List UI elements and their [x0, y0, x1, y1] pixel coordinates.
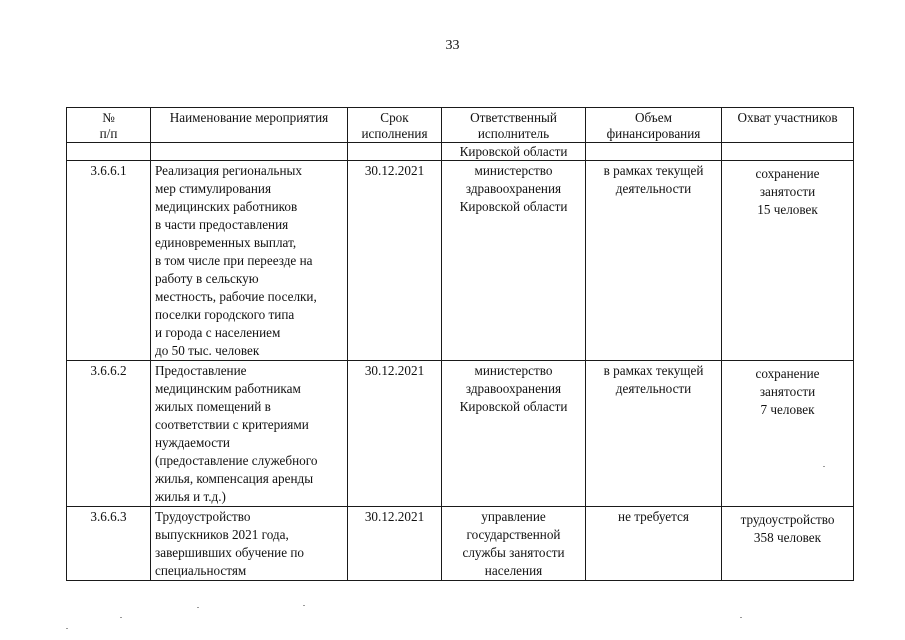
coverage-line: сохранение [755, 166, 820, 181]
continuation-cell [67, 143, 151, 161]
measure-name-line: завершивших обучение по [155, 545, 304, 560]
header-financing-line: финансирования [606, 126, 701, 141]
executor [442, 161, 586, 361]
measure-name-line: жилых помещений в [155, 399, 271, 414]
deadline: 30.12.2021 [348, 161, 442, 361]
coverage [722, 361, 854, 507]
header-name [151, 108, 348, 143]
scan-speck [303, 605, 305, 606]
measure-name-line: (предоставление служебного [155, 453, 318, 468]
measure-name-line: специальностям [155, 563, 247, 578]
table-header-row [67, 108, 854, 143]
measure-name-line: и города с населением [155, 325, 281, 340]
header-executor-line: исполнитель [477, 126, 550, 141]
executor-line: здравоохранения [465, 181, 562, 196]
table-row [67, 361, 854, 507]
coverage-text [726, 362, 849, 419]
financing-line: деятельности [615, 181, 692, 196]
row-number: 3.6.6.3 [67, 507, 151, 581]
measure-name-line: поселки городского типа [155, 307, 295, 322]
continuation-executor-cell: Кировской области [442, 143, 586, 161]
measures-table [66, 107, 854, 581]
executor-line: службы занятости [462, 545, 565, 560]
measure-name [151, 507, 348, 581]
measure-name-line: жилья, компенсация аренды [155, 471, 314, 486]
measure-name-line: медицинским работникам [155, 381, 301, 396]
executor-line: Кировской области [459, 199, 568, 214]
executor [442, 361, 586, 507]
measure-name-line: медицинских работников [155, 199, 298, 214]
measure-name-line: мер стимулирования [155, 181, 272, 196]
measure-name-line: местность, рабочие поселки, [155, 289, 317, 304]
header-executor-line: Ответственный [470, 110, 557, 125]
financing [586, 361, 722, 507]
page-number: 33 [445, 38, 460, 53]
measure-name-line: единовременных выплат, [155, 235, 297, 250]
continuation-cell [722, 143, 854, 161]
scan-speck [120, 617, 122, 618]
scan-speck [740, 617, 742, 618]
header-name-line: Наименование мероприятия [169, 110, 329, 125]
financing [586, 161, 722, 361]
coverage-line: 358 человек [753, 530, 822, 545]
coverage [722, 161, 854, 361]
header-financing [586, 108, 722, 143]
measure-name-line: в том числе при переезде на [155, 253, 313, 268]
financing-line: деятельности [615, 381, 692, 396]
deadline: 30.12.2021 [348, 361, 442, 507]
coverage-text [726, 162, 849, 219]
continuation-cell [348, 143, 442, 161]
measure-name-line: до 50 тыс. человек [155, 343, 260, 358]
row-number: 3.6.6.1 [67, 161, 151, 361]
measure-name-line: соответствии с критериями [155, 417, 309, 432]
measure-name-line: Реализация региональных [155, 163, 302, 178]
continuation-cell [151, 143, 348, 161]
coverage-line: 15 человек [757, 202, 818, 217]
executor-line: министерство [474, 363, 553, 378]
coverage-line: трудоустройство [740, 512, 835, 527]
financing-line: в рамках текущей [603, 363, 704, 378]
executor [442, 507, 586, 581]
scan-speck [197, 607, 199, 608]
executor-line: Кировской области [459, 399, 568, 414]
header-num [67, 108, 151, 143]
header-executor [442, 108, 586, 143]
executor-line: населения [484, 563, 543, 578]
scan-speck [823, 466, 825, 467]
header-coverage-line: Охват участников [737, 110, 838, 125]
financing [586, 507, 722, 581]
scan-speck [66, 628, 68, 629]
coverage-text [726, 508, 849, 547]
header-date-line: исполнения [361, 126, 428, 141]
continuation-row [67, 143, 854, 161]
executor-line: здравоохранения [465, 381, 562, 396]
measure-name-line: нуждаемости [155, 435, 230, 450]
coverage [722, 507, 854, 581]
table-row [67, 161, 854, 361]
header-num-line: № [102, 110, 115, 125]
measure-name-line: в части предоставления [155, 217, 289, 232]
measure-name-line: Предоставление [155, 363, 247, 378]
continuation-cell [586, 143, 722, 161]
header-coverage [722, 108, 854, 143]
measure-name [151, 361, 348, 507]
table-row [67, 507, 854, 581]
measure-name [151, 161, 348, 361]
header-financing-line: Объем [635, 110, 672, 125]
header-date-line: Срок [380, 110, 409, 125]
financing-line: в рамках текущей [603, 163, 704, 178]
executor-line: управление [481, 509, 546, 524]
coverage-line: сохранение [755, 366, 820, 381]
financing-line: не требуется [618, 509, 689, 524]
header-num-line: п/п [99, 126, 118, 141]
executor-line: государственной [466, 527, 561, 542]
measure-name-line: жилья и т.д.) [155, 489, 226, 504]
measure-name-line: Трудоустройство [155, 509, 251, 524]
measure-name-line: выпускников 2021 года, [155, 527, 289, 542]
executor-line: министерство [474, 163, 553, 178]
coverage-line: занятости [759, 384, 816, 399]
coverage-line: 7 человек [760, 402, 815, 417]
header-date [348, 108, 442, 143]
measure-name-line: работу в сельскую [155, 271, 259, 286]
coverage-line: занятости [759, 184, 816, 199]
row-number: 3.6.6.2 [67, 361, 151, 507]
deadline: 30.12.2021 [348, 507, 442, 581]
